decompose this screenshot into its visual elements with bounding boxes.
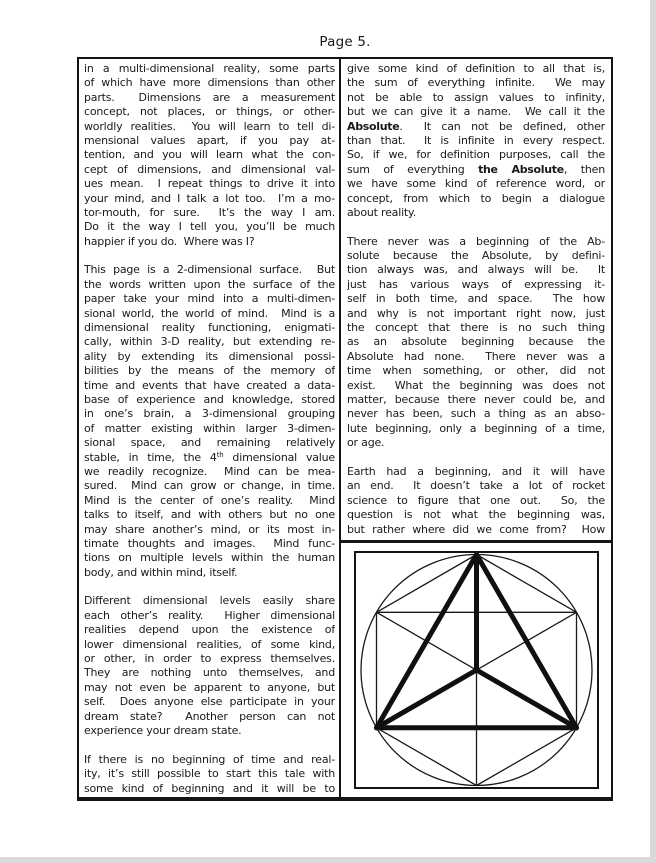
text-line: not be able to assign values to infinity, [347,90,605,104]
left-column-text [84,62,335,796]
text-line: solute because the Absolute, by defini- [347,249,605,263]
text-line: tor-mouth, for sure. It’s the way I am. [84,205,335,219]
text-line: concept, not places, or things, or other- [84,105,335,119]
text-line: Earth had a beginning, and it will have [347,464,605,478]
content-box [77,57,613,801]
text-line: matter, because there never could be, and [347,392,605,406]
text-line: body, and within mind, itself. [84,565,238,579]
text-line: self in both time, and space. The how [347,292,605,306]
text-line: experience your dream state. [84,723,242,737]
text-line: the concept that there is no such thing [347,321,605,335]
scan-edge [650,0,656,863]
text-line: tions on multiple levels within the human [84,551,335,565]
text-line: question is not what the beginning was, [347,508,605,522]
text-line: never has been, such a thing as an abso- [347,407,605,421]
text-line: cept of dimensions, and dimensional val- [84,162,335,176]
text-line: realities depend upon the existence of [84,623,335,637]
paragraph [84,62,335,249]
text-line: or other, in order to express themselves. [84,652,335,666]
paragraph [347,62,605,220]
text-line: sional space, and remaining relatively [84,436,335,450]
text-line: dimensional reality functioning, enigmati- [84,321,335,335]
text-line: happier if you do. Where was I? [84,234,255,248]
text-line: just has various ways of expressing it- [347,277,605,291]
text-line: Mind is the center of one’s reality. Mind [84,493,335,507]
text-line: we readily recognize. Mind can be mea- [84,464,335,478]
text-line: paper take your mind into a multi-dimen- [84,292,335,306]
text-line: Absolute had none. There never was a [347,349,605,363]
text-line: self. Does anyone else participate in your [84,695,335,709]
text-line: worldly realities. You will learn to tell di- [84,119,335,133]
text-line: concept, from which to begin a dialogue [347,191,605,205]
left-column [79,59,339,797]
text-line: exist. What the beginning was does not [347,378,605,392]
text-line: Absolute. It can not be defined, other [347,119,605,133]
text-line: So, if we, for definition purposes, call the [347,148,605,162]
figure-frame [354,551,599,789]
text-line: This page is a 2-dimensional surface. But [84,263,335,277]
text-line: tention, and you will learn what the con- [84,148,335,162]
paragraph [84,263,335,580]
text-line: stable, in time, the 4th dimensional value [84,450,335,464]
text-line: the sum of everything infinite. We may [347,76,605,90]
text-line: lute beginning, only a beginning of a time, [347,421,605,435]
text-line: each other’s reality. Higher dimensional [84,608,335,622]
text-line: sional world, the world of mind. Mind is a [84,306,335,320]
right-column-text [341,59,611,537]
text-line: bilities by the means of the memory of [84,364,335,378]
text-line: your mind, and I talk a lot too. I’m a mo- [84,191,335,205]
text-line: may share another’s mind, or its most in- [84,522,335,536]
text-line: timate thoughts and images. Mind func- [84,536,335,550]
text-line: They are nothing unto themselves, and [84,666,335,680]
text-line: Different dimensional levels easily share [84,594,335,608]
paragraph [347,235,605,451]
text-line: sured. Mind can grow or change, in time. [84,479,335,493]
scan-edge [0,857,656,863]
text-line: may not even be apparent to anyone, but [84,680,335,694]
text-line: ity, it’s still possible to start this tale with [84,767,335,781]
paragraph [84,594,335,738]
text-line: time and events that have created a data- [84,378,335,392]
text-line: give some kind of definition to all that is, [347,62,605,75]
text-line: time when something, or other, did not [347,364,605,378]
paragraph [84,753,335,796]
text-line: Do it the way I tell you, you’ll be much [84,220,335,234]
text-line: about reality. [347,205,417,219]
text-line: mensional values apart, if you pay at- [84,133,335,147]
text-line: ality by extending its dimensional possi- [84,349,335,363]
text-line: talks to itself, and with others but no one [84,508,335,522]
text-line: cally, within 3-D reality, but extending re- [84,335,335,349]
text-line: some kind of beginning and it will be to [84,781,335,795]
right-column [341,59,611,797]
text-line: or age. [347,436,385,450]
text-line: but rather where did we come from? How [347,522,605,536]
text-line: of which have more dimensions than other [84,76,335,90]
page-number: Page 5. [319,34,371,50]
paragraph [347,465,605,537]
tetrahedron-circle-diagram [356,553,597,787]
text-line: base of experience and knowledge, stored [84,392,335,406]
figure-separator-rule [341,540,611,543]
text-line: an end. It doesn’t take a lot of rocket [347,479,605,493]
text-line: and why is not important right now, just [347,306,605,320]
text-line: science to figure that one out. So, the [347,493,605,507]
text-line: sum of everything the Absolute, then [347,162,605,176]
text-line: parts. Dimensions are a measurement [84,90,335,104]
text-line: in one’s brain, a 3-dimensional grouping [84,407,335,421]
text-line: in a multi-dimensional reality, some parts [84,62,335,75]
text-line: as an absolute beginning because the [347,335,605,349]
text-line: the words written upon the surface of the [84,277,335,291]
text-line: dream state? Another person can not [84,709,335,723]
text-line: There never was a beginning of the Ab- [347,234,605,248]
text-line: lower dimensional realities, of some kind, [84,637,335,651]
text-line: of matter existing within larger 3-dimen- [84,421,335,435]
text-line: but we can give it a name. We call it the [347,105,605,119]
text-line: we have some kind of reference word, or [347,177,605,191]
text-line: tion always was, and always will be. It [347,263,605,277]
text-line: than that. It is infinite in every respect. [347,133,605,147]
text-line: ues mean. I repeat things to drive it into [84,177,335,191]
text-line: If there is no beginning of time and real- [84,752,335,766]
